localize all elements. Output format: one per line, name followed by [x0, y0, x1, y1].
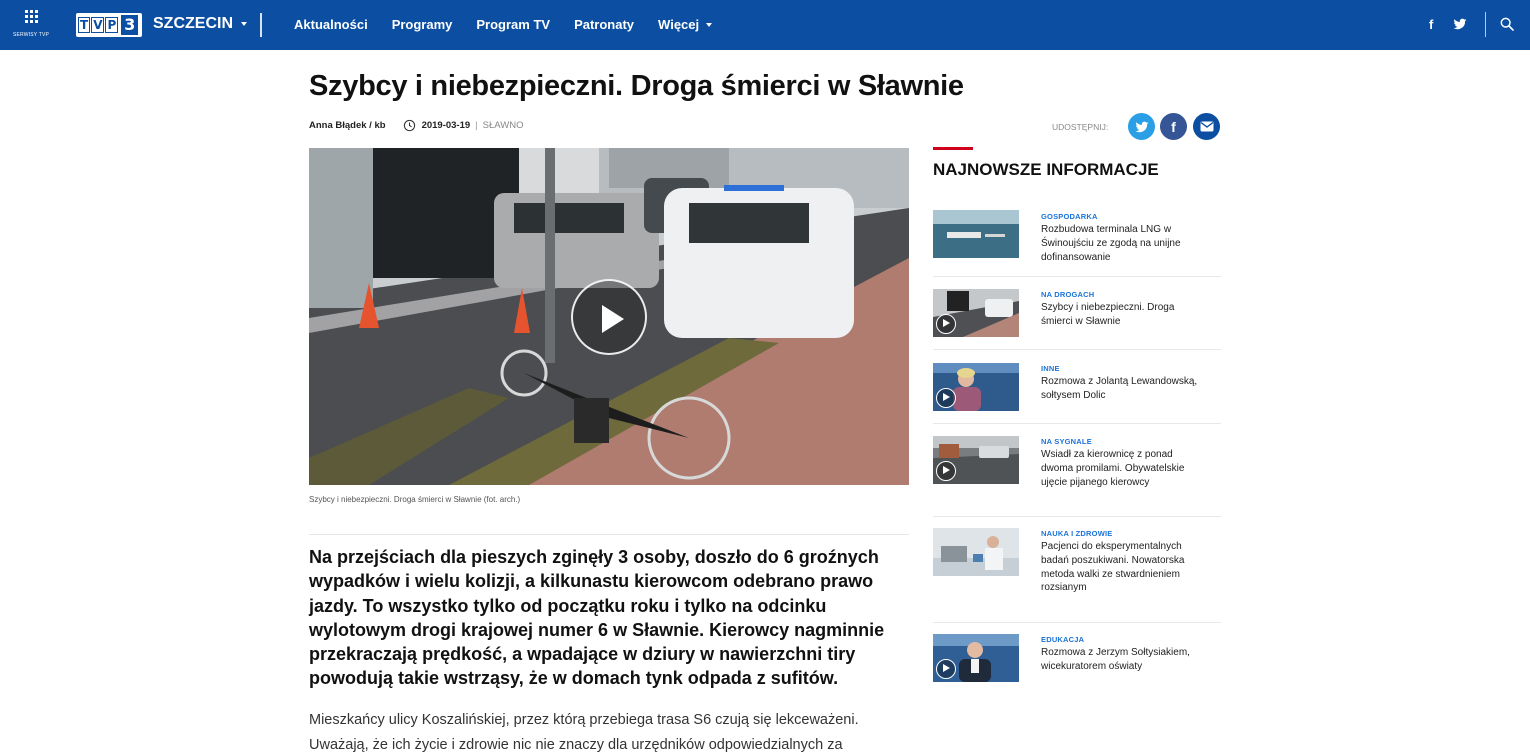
news-headline[interactable]: Pacjenci do eksperymentalnych badań poszukiwani. Nowatorska metoda walki ze stwardnieniem rozsianym — [1041, 541, 1185, 594]
news-category[interactable]: NA SYGNALE — [1041, 437, 1092, 446]
video-icon — [936, 659, 956, 679]
video-icon — [936, 388, 956, 408]
article-title: Szybcy i niebezpieczni. Droga śmierci w Sławnie — [309, 70, 964, 102]
meta-separator: | — [475, 120, 478, 131]
divider — [933, 516, 1221, 517]
main-nav — [294, 17, 712, 32]
news-thumbnail — [933, 436, 1019, 484]
news-category[interactable]: EDUKACJA — [1041, 635, 1085, 644]
image-caption: Szybcy i niebezpieczni. Droga śmierci w Sławnie (fot. arch.) — [309, 495, 521, 504]
chevron-down-icon — [241, 22, 247, 26]
news-headline[interactable]: Rozmowa z Jolantą Lewandowską, sołtysem Dolic — [1041, 376, 1198, 401]
divider — [260, 13, 262, 37]
news-thumbnail — [933, 363, 1019, 411]
news-headline[interactable]: Szybcy i niebezpieczni. Droga śmierci w Sławnie — [1041, 302, 1175, 327]
divider — [309, 534, 909, 535]
nav-label: Więcej — [658, 17, 700, 32]
article-meta — [309, 119, 523, 132]
nav-label: Patronaty — [574, 17, 635, 32]
mail-icon — [1200, 121, 1214, 132]
video-icon — [936, 314, 956, 334]
region-selector[interactable] — [153, 15, 247, 33]
article-date: 2019-03-19 — [421, 120, 471, 131]
twitter-icon — [1135, 120, 1149, 134]
nav-item-program-tv[interactable] — [476, 17, 550, 32]
article-author[interactable]: Anna Błądek / kb — [309, 120, 386, 131]
nav-label: Programy — [391, 17, 453, 32]
divider — [933, 276, 1221, 277]
top-navigation-bar — [0, 0, 1530, 50]
article-location[interactable]: SŁAWNO — [482, 120, 524, 131]
logo-letter: T — [80, 18, 89, 32]
news-thumbnail — [933, 289, 1019, 337]
nav-label: Program TV — [476, 17, 551, 32]
news-headline[interactable]: Wsiadł za kierownicę z ponad dwoma promilami. Obywatelskie ujęcie pijanego kierowcy — [1041, 449, 1185, 488]
share-mail-button[interactable] — [1193, 113, 1220, 140]
article-body: Mieszkańcy ulicy Koszalińskiej, przez którą przebiega trasa S6 czują się lekceważeni. Uważają, że ich życie i zdrowie nic nie znaczy dla urzędników odpowiedzialnych za — [309, 712, 859, 753]
tvp3-logo[interactable] — [76, 13, 142, 37]
clock-icon — [403, 119, 416, 132]
apps-grid-icon — [25, 10, 38, 23]
news-category[interactable]: GOSPODARKA — [1041, 212, 1098, 221]
news-category[interactable]: NAUKA I ZDROWIE — [1041, 529, 1113, 538]
nav-item-aktualnosci[interactable] — [294, 17, 368, 32]
news-category[interactable]: INNE — [1041, 364, 1060, 373]
facebook-icon[interactable]: f — [1429, 17, 1434, 32]
facebook-icon: f — [1171, 118, 1176, 135]
region-label: SZCZECIN — [153, 15, 233, 32]
share-facebook-button[interactable] — [1160, 113, 1187, 140]
share-label: UDOSTĘPNIJ: — [1052, 122, 1109, 132]
chevron-down-icon — [706, 23, 712, 27]
nav-item-wiecej[interactable] — [658, 17, 712, 32]
services-label: SERWISY TVP — [12, 32, 50, 38]
divider — [933, 349, 1221, 350]
services-menu-button[interactable] — [8, 10, 54, 38]
divider — [1485, 12, 1486, 37]
news-thumbnail — [933, 528, 1019, 576]
search-icon[interactable] — [1499, 16, 1515, 32]
play-video-button[interactable] — [571, 279, 647, 355]
logo-letter: V — [93, 18, 103, 32]
news-thumbnail — [933, 634, 1019, 682]
nav-label: Aktualności — [294, 17, 368, 32]
video-icon — [936, 461, 956, 481]
twitter-icon[interactable] — [1453, 17, 1467, 31]
news-headline[interactable]: Rozmowa z Jerzym Sołtysiakiem, wicekuratorem oświaty — [1041, 647, 1190, 672]
logo-number: 3 — [121, 15, 138, 35]
divider — [933, 423, 1221, 424]
sidebar-accent-bar — [933, 147, 973, 150]
sidebar-title: NAJNOWSZE INFORMACJE — [933, 160, 1159, 179]
logo-letter: P — [107, 18, 117, 32]
news-category[interactable]: NA DROGACH — [1041, 290, 1095, 299]
divider — [933, 622, 1221, 623]
share-twitter-button[interactable] — [1128, 113, 1155, 140]
article-lead: Na przejściach dla pieszych zginęły 3 osoby, doszło do 6 groźnych wypadków i wielu kolizji, a kilkunastu kierowcom odebrano prawo jazdy. To wszystko tylko od początku roku i tylko na odcinku wylotowym drogi krajowej numer 6 w Sławnie. Kierowcy nagminnie przekraczają prędkość, a wpadające w dziury w nawierzchni tiry powodują takie wstrząsy, że w domach tynk odpada z sufitów. — [309, 547, 885, 689]
nav-item-programy[interactable] — [392, 17, 453, 32]
nav-item-patronaty[interactable] — [574, 17, 634, 32]
news-headline[interactable]: Rozbudowa terminala LNG w Świnoujściu ze zgodą na unijne dofinansowanie — [1041, 224, 1181, 263]
news-thumbnail — [933, 210, 1019, 258]
